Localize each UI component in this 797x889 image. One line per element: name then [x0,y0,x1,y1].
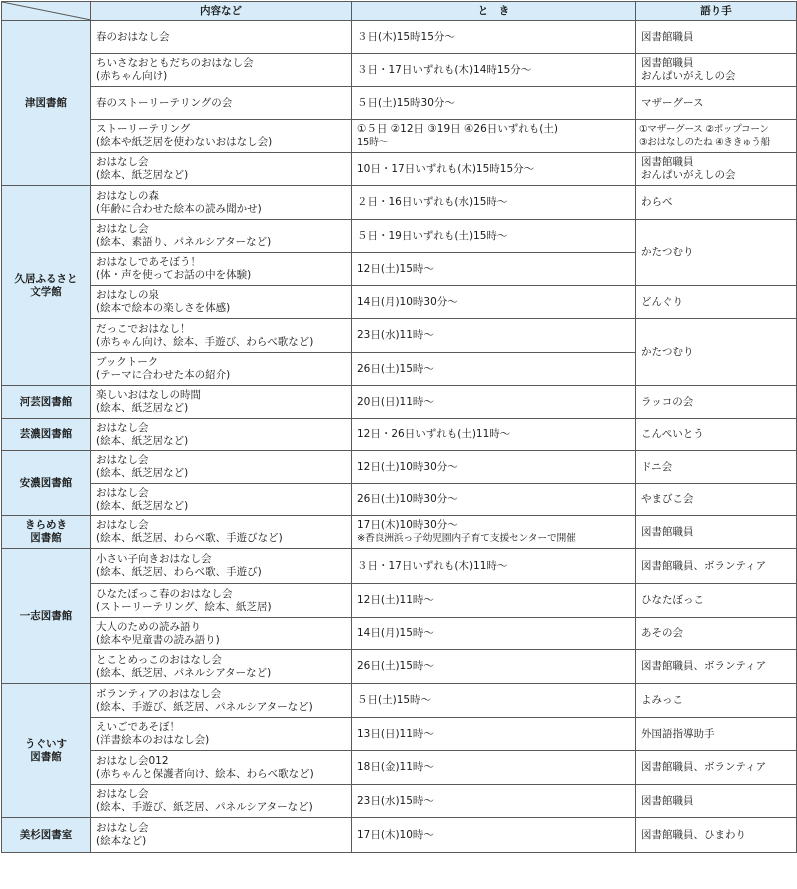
event-teller [636,319,797,386]
event-content [91,353,352,386]
event-time [352,87,636,120]
text-line: (絵本、紙芝居、パネルシアターなど) [96,666,272,679]
text-line: 17日(木)10時30分～ [357,519,458,531]
event-teller [636,220,797,286]
text-line: ①５日 ②12日 ③19日 ④26日いずれも(土) [357,123,558,135]
text-line: 14日(月)10時30分～ [357,295,458,308]
event-teller [636,785,797,818]
event-time [352,516,636,549]
event-content [91,54,352,87]
text-line: おはなし会 [96,421,149,434]
text-line: (絵本、紙芝居など) [96,499,189,512]
text-line: (絵本、紙芝居など) [96,169,189,181]
event-time [352,319,636,353]
table-row [2,451,797,484]
table-row [2,785,797,818]
event-content [91,319,352,353]
event-teller [636,87,797,120]
event-teller [636,186,797,220]
event-content [91,618,352,650]
table-row [2,484,797,516]
text-line: おはなし会 [96,156,149,168]
text-line: ブックトーク [96,356,159,368]
text-line: 図書館職員、ボランティア [641,761,767,773]
event-time [352,484,636,516]
library-name: 安濃図書館 [2,451,91,516]
text-line: ３日・17日いずれも(木)14時15分～ [357,63,532,76]
event-time [352,451,636,484]
text-line: (洋書絵本のおはなし会) [96,734,210,746]
table-row [2,319,797,353]
text-line: (赤ちゃん向け、絵本、手遊び、わらべ歌など) [96,335,314,348]
library-name: きらめき 図書館 [2,516,91,549]
event-teller [636,549,797,584]
event-time [352,584,636,618]
text-line: 外国語指導助手 [641,727,715,740]
event-content [91,186,352,220]
event-content [91,650,352,684]
text-line: 14日(月)15時～ [357,627,434,639]
text-line: (絵本、手遊び、紙芝居、パネルシアターなど) [96,700,313,713]
event-time [352,186,636,220]
text-line: 図書館職員、ひまわり [641,828,746,841]
text-line: 図書館職員、ボランティア [641,660,767,672]
text-line: おはなし会 [96,822,149,834]
text-line: 12日(土)11時～ [357,594,434,606]
text-line: 17日(木)10時～ [357,828,434,841]
table-row [2,386,797,419]
text-line: こんぺいとう [641,428,704,440]
text-line: ５日・19日いずれも(土)15時～ [357,229,508,242]
event-time [352,386,636,419]
header-time: と き [352,2,636,21]
text-line: (絵本、紙芝居など) [96,434,189,447]
text-line: だっこでおはなし！ [96,322,191,335]
text-line: (年齢に合わせた絵本の読み聞かせ) [96,202,262,215]
event-content [91,87,352,120]
text-line: 13日(日)11時～ [357,727,434,740]
table-row [2,286,797,319]
table-row [2,549,797,584]
event-time [352,718,636,751]
text-line: 10日・17日いずれも(木)15時15分～ [357,162,535,175]
text-line: やまびこ会 [641,493,694,505]
event-content [91,21,352,54]
library-name: 美杉図書室 [2,818,91,853]
event-teller [636,718,797,751]
table-row [2,153,797,186]
text-line: おはなし会 [96,454,149,466]
table-row [2,54,797,87]
text-line: ボランティアのおはなし会 [96,687,222,700]
text-line: 図書館職員 [641,30,694,43]
library-name: 津図書館 [2,21,91,186]
event-time [352,353,636,386]
event-teller [636,153,797,186]
event-time [352,153,636,186]
event-teller [636,751,797,785]
text-line: おはなし会012 [96,754,169,767]
table-row [2,186,797,220]
event-time [352,220,636,253]
text-line: 15時～ [357,137,389,148]
text-line: 図書館職員 [641,156,694,168]
text-line: 23日(水)15時～ [357,794,434,807]
text-line: おんぱいがえしの会 [641,70,736,82]
text-line: 26日(土)10時30分～ [357,493,458,505]
text-line: 図書館職員、ボランティア [641,559,767,572]
library-name: 芸濃図書館 [2,419,91,451]
table-row [2,818,797,853]
event-teller [636,386,797,419]
text-line: 12日・26日いずれも(土)11時～ [357,428,511,440]
event-content [91,419,352,451]
event-time [352,120,636,153]
text-line: (絵本で絵本の楽しさを体感) [96,302,231,314]
event-time [352,684,636,718]
table-header-row [2,2,797,21]
library-name: うぐいす 図書館 [2,684,91,818]
event-time [352,253,636,286]
event-time [352,785,636,818]
text-line: おはなしであそぼう！ [96,256,201,268]
text-line: ５日(土)15時～ [357,694,432,706]
text-line: 大人のための読み語り [96,620,201,633]
text-line: (赤ちゃん向け) [96,70,168,82]
table-row [2,516,797,549]
text-line: ※香良洲浜っ子幼児園内子育て支援センターで開催 [357,533,576,544]
event-content [91,718,352,751]
text-line: よみっこ [641,694,683,706]
header-teller: 語り手 [636,2,797,21]
header-corner-cell [2,2,91,21]
text-line: 18日(金)11時～ [357,761,434,773]
event-time [352,286,636,319]
text-line: (赤ちゃんと保護者向け、絵本、わらべ歌など) [96,767,314,780]
text-line: 小さい子向きおはなし会 [96,553,212,565]
text-line: (体・声を使ってお話の中を体験) [96,269,252,281]
text-line: 20日(日)11時～ [357,395,434,408]
event-teller [636,21,797,54]
text-line: 26日(土)15時～ [357,660,434,672]
event-content [91,286,352,319]
text-line: ちいさなおともだちのおはなし会 [96,57,254,69]
text-line: どんぐり [641,295,683,308]
event-content [91,584,352,618]
text-line: おはなし会 [96,223,149,235]
event-teller [636,650,797,684]
table-row [2,21,797,54]
text-line: (絵本、紙芝居、わらべ歌、手遊び) [96,566,262,578]
table-row [2,718,797,751]
text-line: 春のおはなし会 [96,30,170,43]
event-teller [636,618,797,650]
text-line: ドニ会 [641,460,673,473]
event-teller [636,419,797,451]
text-line: (絵本や児童書の読み語り) [96,633,220,646]
event-time [352,21,636,54]
text-line: 12日(土)15時～ [357,262,434,275]
text-line: おはなし会 [96,486,149,499]
text-line: えいごであそぼ！ [96,721,180,733]
library-name: 河芸図書館 [2,386,91,419]
event-content [91,818,352,853]
event-teller [636,516,797,549]
text-line: とことめっこのおはなし会 [96,653,222,666]
text-line: ３日・17日いずれも(木)11時～ [357,559,508,572]
event-content [91,516,352,549]
event-time [352,54,636,87]
text-line: 図書館職員 [641,525,694,538]
text-line: 春のストーリーテリングの会 [96,96,233,109]
text-line: (絵本、手遊び、紙芝居、パネルシアターなど) [96,801,313,813]
event-time [352,650,636,684]
text-line: ひなたぼっこ [641,594,704,606]
text-line: かたつむり [641,345,694,358]
text-line: (絵本、紙芝居など) [96,402,189,414]
text-line: わらべ [641,196,673,208]
event-content [91,253,352,286]
text-line: おはなしの森 [96,189,159,202]
text-line: 楽しいおはなしの時間 [96,389,201,401]
text-line: (ストーリーテリング、絵本、紙芝居) [96,600,272,613]
header-content: 内容など [91,2,352,21]
event-time [352,419,636,451]
text-line: おんぱいがえしの会 [641,169,736,181]
text-line: マザーグース [641,96,704,109]
event-content [91,549,352,584]
text-line: あその会 [641,627,683,639]
event-teller [636,584,797,618]
event-teller [636,684,797,718]
event-time [352,818,636,853]
text-line: 図書館職員 [641,57,694,69]
text-line: ストーリーテリング [96,123,191,135]
text-line: (絵本、紙芝居、わらべ歌、手遊びなど) [96,532,283,544]
event-teller [636,451,797,484]
text-line: (絵本、紙芝居など) [96,467,189,479]
text-line: かたつむり [641,246,694,258]
text-line: ２日・16日いずれも(水)15時～ [357,196,508,208]
text-line: ３日(木)15時15分～ [357,30,455,43]
text-line: (テーマに合わせた本の紹介) [96,369,231,381]
text-line: 26日(土)15時～ [357,362,434,375]
event-teller [636,818,797,853]
table-row [2,120,797,153]
event-content [91,386,352,419]
event-content [91,120,352,153]
table-row [2,220,797,253]
text-line: おはなし会 [96,788,149,800]
text-line: おはなし会 [96,519,149,531]
event-time [352,751,636,785]
event-teller [636,120,797,153]
text-line: (絵本、素語り、パネルシアターなど) [96,236,272,248]
event-time [352,549,636,584]
table-row [2,87,797,120]
text-line: 12日(土)10時30分～ [357,460,458,473]
text-line: ５日(土)15時30分～ [357,96,455,109]
text-line: (絵本や紙芝居を使わないおはなし会) [96,136,273,148]
library-name: 一志図書館 [2,549,91,684]
event-content [91,451,352,484]
text-line: 23日(水)11時～ [357,329,434,341]
text-line: ③おはなしのたね ④ききゅう船 [639,137,770,148]
event-content [91,484,352,516]
event-schedule-table [1,1,797,853]
library-name: 久居ふるさと 文学館 [2,186,91,386]
text-line: おはなしの泉 [96,289,159,301]
text-line: ひなたぼっこ春のおはなし会 [96,587,233,600]
text-line: 図書館職員 [641,794,694,807]
table-row [2,419,797,451]
table-row [2,751,797,785]
event-content [91,785,352,818]
table-row [2,650,797,684]
event-time [352,618,636,650]
event-teller [636,54,797,87]
event-content [91,153,352,186]
diagonal-line [2,2,91,20]
text-line: ①マザーグース ②ポップコーン [639,124,769,135]
text-line: ラッコの会 [641,395,694,408]
event-content [91,220,352,253]
event-content [91,751,352,785]
table-row [2,684,797,718]
table-row [2,618,797,650]
event-teller [636,286,797,319]
event-teller [636,484,797,516]
table-row [2,584,797,618]
text-line: (絵本など) [96,835,147,847]
event-content [91,684,352,718]
